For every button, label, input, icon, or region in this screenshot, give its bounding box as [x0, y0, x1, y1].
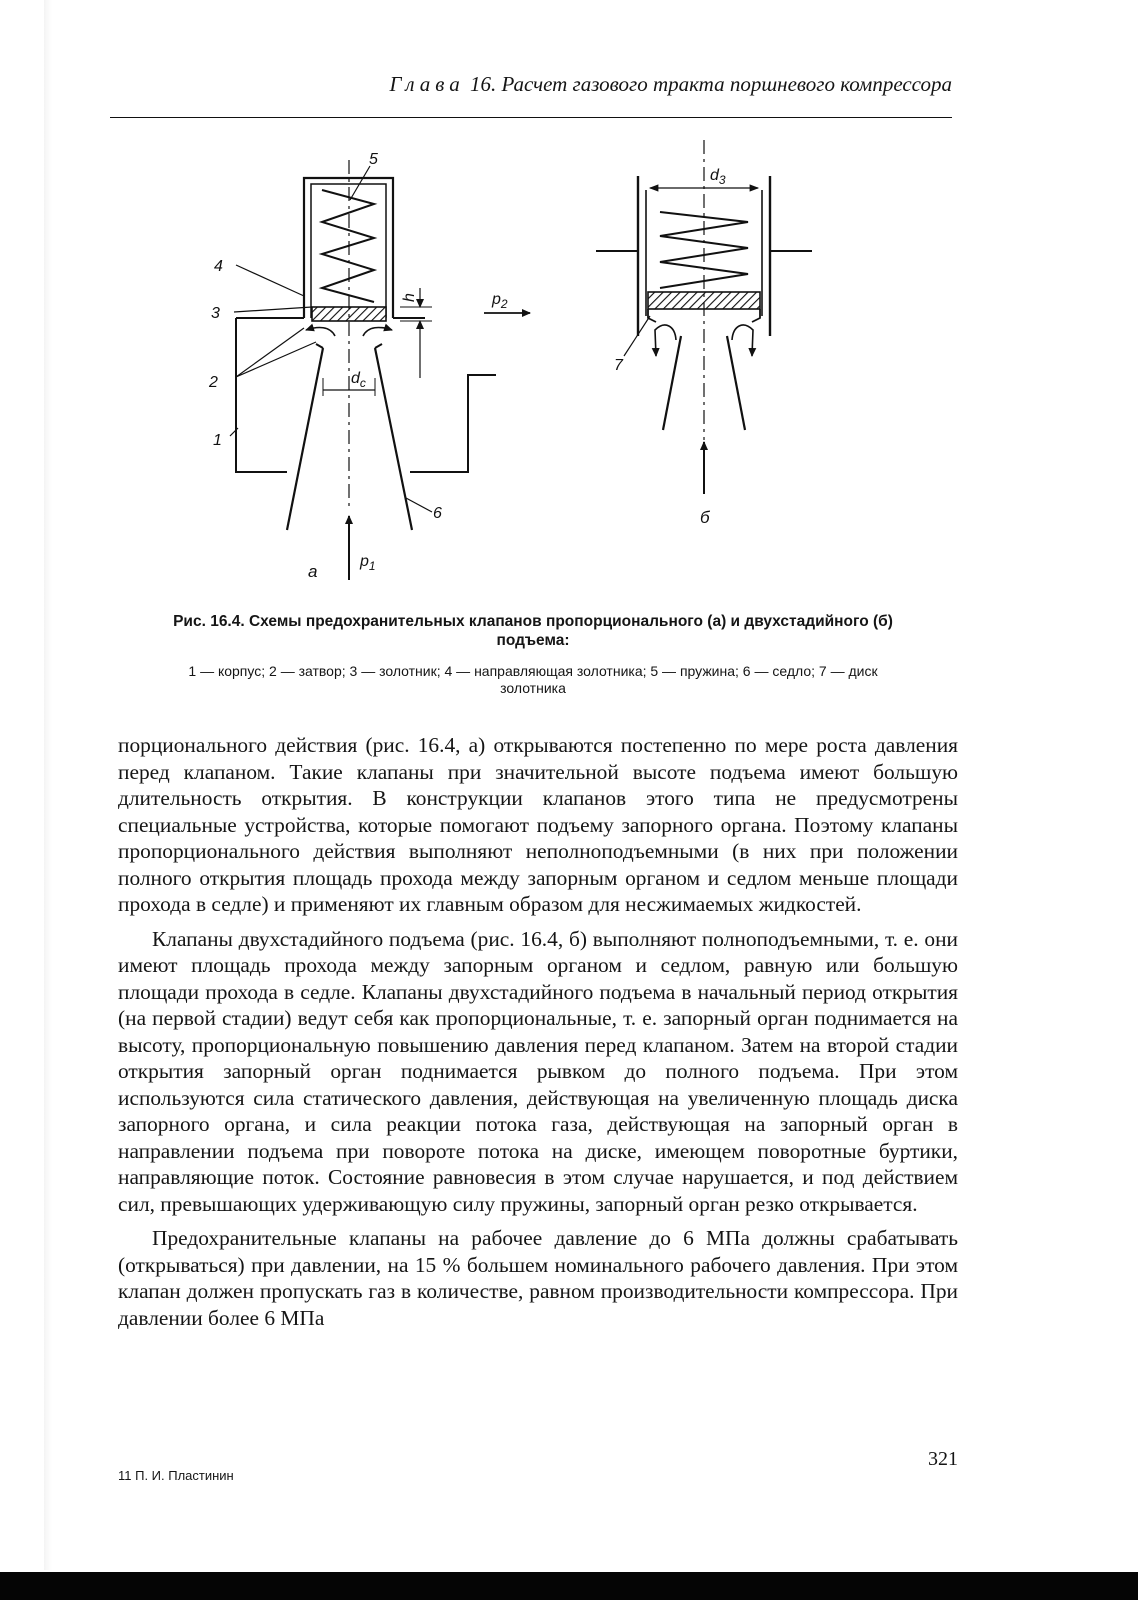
label-b: б — [700, 508, 710, 527]
label-2-subscript: 2 — [500, 297, 508, 311]
page-number: 321 — [928, 1448, 958, 1470]
label-d: d — [710, 167, 719, 184]
caption-title-line-2: подъема: — [496, 632, 570, 649]
label-p2 — [491, 291, 508, 311]
label-d: d — [351, 370, 360, 387]
figure-caption — [112, 612, 954, 650]
label-h: h — [401, 293, 418, 302]
label-7: 7 — [614, 357, 623, 374]
running-head — [110, 72, 952, 97]
paragraph-3: Предохранительные клапаны на рабочее давление до 6 МПа должны срабатывать (открываться) при давлении, на 15 % большем номинального рабочего давления. При этом клапан должен пропускать газ в количестве, равном производительности компрессора. При давлении более 6 МПа — [118, 1226, 958, 1330]
chapter-word: Глава — [389, 72, 465, 96]
label-4: 4 — [214, 258, 223, 275]
scan-bottom-edge — [0, 1572, 1138, 1600]
body-text — [118, 732, 958, 1339]
label-d3 — [710, 167, 726, 187]
chapter-title: 16. Расчет газового тракта поршневого компрессора — [464, 72, 952, 96]
label-a: а — [308, 562, 318, 581]
label-3: 3 — [211, 305, 220, 322]
label-d-c — [351, 370, 366, 390]
label-p1 — [359, 553, 376, 573]
signature-mark: 11 П. И. Пластинин — [118, 1468, 234, 1483]
legend-line-2: золотника — [500, 680, 566, 696]
label-5: 5 — [369, 151, 378, 168]
figure-legend — [112, 663, 954, 697]
label-p: p — [360, 553, 369, 570]
header-rule — [110, 117, 952, 118]
label-c-subscript: c — [359, 376, 366, 390]
label-2: 2 — [209, 374, 218, 391]
schematic-a — [230, 160, 530, 580]
label-6: 6 — [433, 505, 442, 522]
label-3-subscript: 3 — [718, 173, 726, 187]
paragraph-2: Клапаны двухстадийного подъема (рис. 16.4, б) выполняют полноподъемными, т. е. они имеют площадь прохода между запорным органом и седлом, равную или большую площади прохода в седле. Клапаны двухстадийного подъема в начальный период открытия (на первой стадии) ведут себя как пропорциональные, т. е. запорный орган поднимается на высоту, пропорциональную повышению давления перед клапаном. Затем на второй стадии открытия запорный орган поднимается рывком до полного подъема. При этом используются сила статического давления, действующая на увеличенную площадь диска запорного органа, и сила реакции потока газа, действующая на запорный орган в направлении подъема при повороте потока на диске, имеющем поворотные буртики, направляющие поток. Состояние равновесия в этом случае нарушается, и под действием сил, превышающих удерживающую силу пружины, запорный орган резко открывается. — [118, 926, 958, 1216]
label-p: p — [492, 291, 501, 308]
valve-schematics-figure — [0, 140, 1138, 600]
schematic-b — [596, 140, 812, 494]
paragraph-1: порционального действия (рис. 16.4, а) открываются постепенно по мере роста давления перед клапаном. Такие клапаны при значительной высоте подъема имеют большую длительность открытия. В конструкции клапанов этого типа не предусмотрены специальные устройства, которые помогают подъему запорного органа. Поэтому клапаны пропорционального действия выполняют неполноподъемными (в них при положении полного открытия площадь прохода между запорным органом и седлом меньше площади прохода в седле) и применяют их главным образом для несжимаемых жидкостей. — [118, 733, 958, 916]
legend-line-1: 1 — корпус; 2 — затвор; 3 — золотник; 4 — направляющая золотника; 5 — пружина; 6 — седло; 7 — диск — [188, 663, 878, 679]
caption-title-line-1: Рис. 16.4. Схемы предохранительных клапанов пропорционального (а) и двухстадийного (б) — [173, 613, 893, 630]
label-1: 1 — [213, 432, 222, 449]
label-1-subscript: 1 — [368, 559, 376, 573]
